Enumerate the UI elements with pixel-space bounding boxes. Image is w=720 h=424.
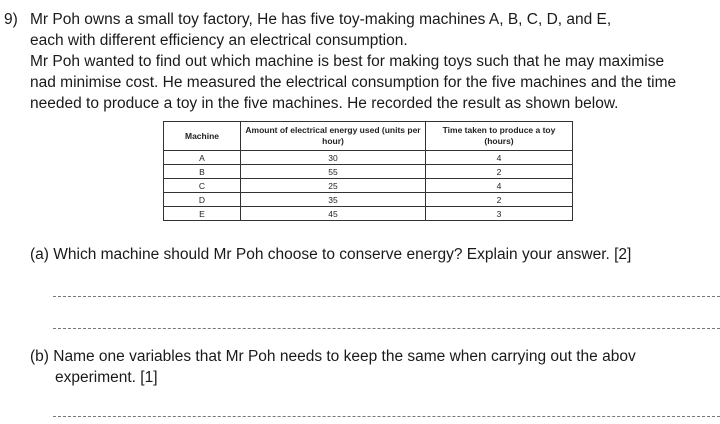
- part-b-question-line-1: (b) Name one variables that Mr Poh needs to keep the same when carrying out the abov: [30, 348, 636, 365]
- answer-line-a-1[interactable]: [53, 296, 720, 297]
- table-row: [164, 179, 573, 193]
- cell-time: 2: [426, 193, 573, 207]
- table-row: [164, 151, 573, 165]
- cell-machine: B: [164, 165, 241, 179]
- question-number: 9): [4, 11, 18, 28]
- table-row: [164, 193, 573, 207]
- table-header-row: [164, 122, 573, 151]
- cell-time: 2: [426, 165, 573, 179]
- cell-energy: 55: [241, 165, 426, 179]
- part-a-question: (a) Which machine should Mr Poh choose to conserve energy? Explain your answer. [2]: [30, 246, 632, 263]
- cell-energy: 30: [241, 151, 426, 165]
- cell-energy: 45: [241, 207, 426, 221]
- table-row: [164, 165, 573, 179]
- cell-time: 4: [426, 151, 573, 165]
- table-row: [164, 207, 573, 221]
- question-text-line-3: Mr Poh wanted to find out which machine is best for making toys such that he may maximise: [30, 53, 665, 70]
- cell-time: 3: [426, 207, 573, 221]
- question-text-line-4: nad minimise cost. He measured the electrical consumption for the five machines and the time: [30, 74, 677, 91]
- column-header-time: Time taken to produce a toy (hours): [426, 122, 573, 151]
- cell-energy: 35: [241, 193, 426, 207]
- part-b-question-line-2: experiment. [1]: [55, 369, 158, 386]
- question-text-line-2: each with different efficiency an electrical consumption.: [30, 32, 408, 49]
- cell-time: 4: [426, 179, 573, 193]
- question-text-line-5: needed to produce a toy in the five machines. He recorded the result as shown below.: [30, 95, 619, 112]
- answer-line-a-2[interactable]: [53, 328, 720, 329]
- cell-machine: D: [164, 193, 241, 207]
- question-text-line-1: Mr Poh owns a small toy factory, He has five toy-making machines A, B, C, D, and E,: [30, 11, 612, 28]
- column-header-energy: Amount of electrical energy used (units per hour): [241, 122, 426, 151]
- cell-energy: 25: [241, 179, 426, 193]
- cell-machine: C: [164, 179, 241, 193]
- results-table: [163, 121, 573, 221]
- cell-machine: E: [164, 207, 241, 221]
- cell-machine: A: [164, 151, 241, 165]
- answer-line-b-1[interactable]: [53, 416, 720, 417]
- column-header-machine: Machine: [164, 122, 241, 151]
